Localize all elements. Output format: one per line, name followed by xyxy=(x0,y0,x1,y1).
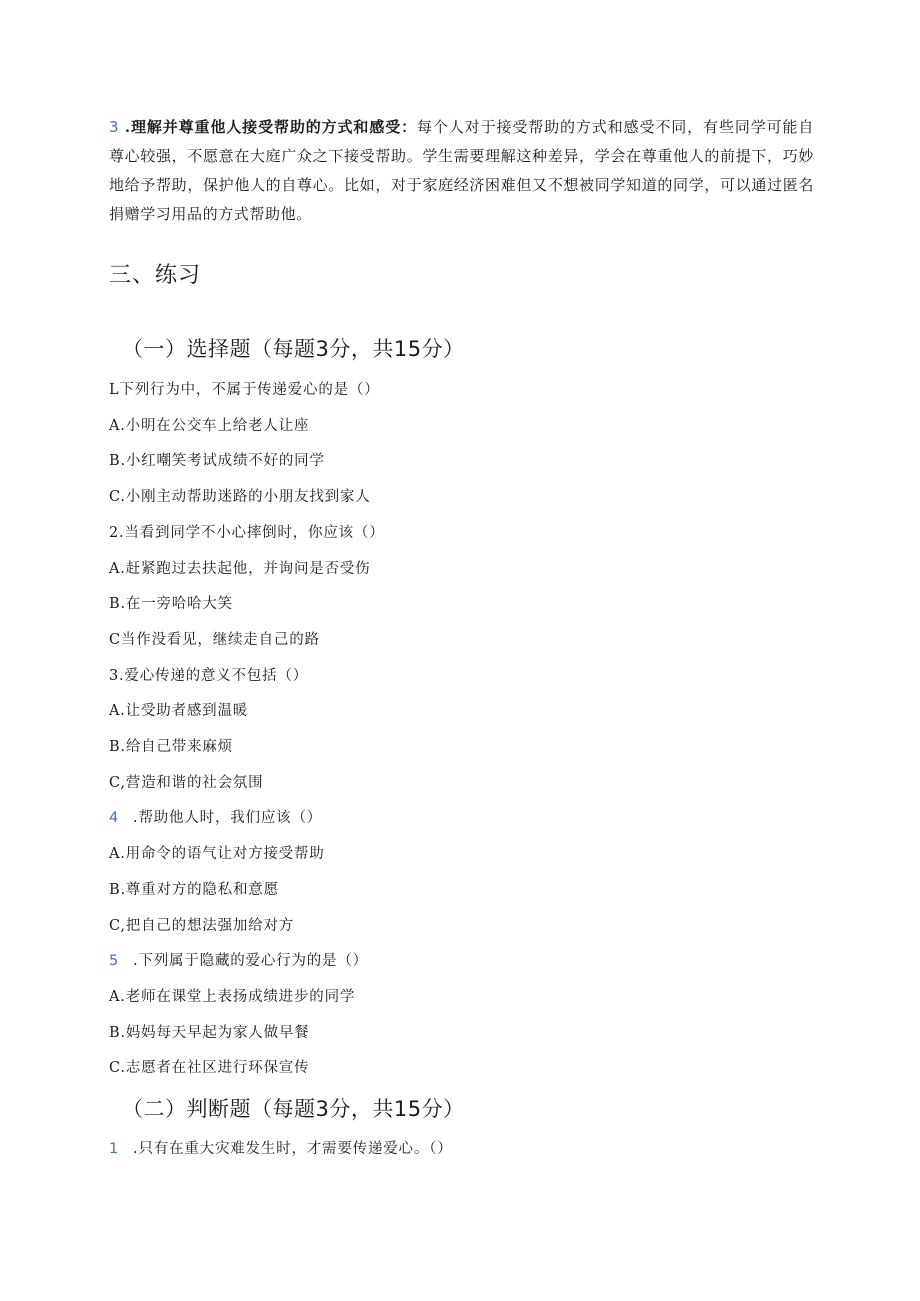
choice-line xyxy=(109,592,233,613)
choice-line xyxy=(109,485,371,506)
choice-text: C当作没看见，继续走自己的路 xyxy=(109,631,320,648)
paragraph-text: 每个人对于接受帮助的方式和感受不同，有些同学可能自尊心较强，不愿意在大庭广众之下接受帮助。学生需要理解这种差异，学会在尊重他人的前提下，巧妙地给予帮助，保护他人的自尊心。比如，对于家庭经济困难但又不想被同学知道的同学，可以通过匿名捐赠学习用品的方式帮助他。 xyxy=(109,118,814,223)
paragraph-number: 3 xyxy=(109,118,120,136)
choice-line xyxy=(109,1021,309,1042)
choice-line xyxy=(109,449,325,470)
choice-text: C,营造和谐的社会氛围 xyxy=(109,774,264,791)
choice-text: A.用命令的语气让对方接受帮助 xyxy=(109,846,325,863)
choice-line xyxy=(109,735,233,756)
choice-line xyxy=(109,985,355,1006)
judge-line xyxy=(109,1137,453,1158)
choice-text: A.赶紧跑过去扶起他，并询问是否受伤 xyxy=(109,560,371,577)
choice-line xyxy=(109,771,264,792)
choice-text: A.小明在公交车上给老人让座 xyxy=(109,417,310,434)
section-title: 三、练习 xyxy=(109,263,202,288)
paragraph-lead: .理解并尊重他人接受帮助的方式和感受： xyxy=(124,118,417,136)
judge-number: 1 xyxy=(109,1141,120,1157)
choice-line xyxy=(109,628,320,649)
choice-line xyxy=(109,521,385,542)
judge-text: .只有在重大灾难发生时，才需要传递爱心。（） xyxy=(133,1141,453,1157)
choice-text: L下列行为中，不属于传递爱心的是（） xyxy=(109,382,380,398)
choice-text: C.小刚主动帮助迷路的小朋友找到家人 xyxy=(109,489,371,506)
choice-text: 3.爱心传递的意义不包括（） xyxy=(109,667,309,684)
choice-line xyxy=(109,699,248,720)
choice-line xyxy=(109,914,294,935)
choice-line xyxy=(109,878,279,899)
choice-text: .帮助他人时，我们应该（） xyxy=(133,810,323,827)
choice-text: B.给自己带来麻烦 xyxy=(109,739,233,755)
choice-text: C.志愿者在社区进行环保宣传 xyxy=(109,1060,310,1077)
choice-line xyxy=(109,842,325,863)
choice-line xyxy=(109,664,308,685)
choice-heading: （一）选择题（每题3分，共15分） xyxy=(122,337,465,361)
judge-heading: （二）判断题（每题3分，共15分） xyxy=(122,1097,465,1121)
choice-line xyxy=(109,378,380,399)
choice-text: 2.当看到同学不小心摔倒时，你应该（） xyxy=(109,524,385,541)
choice-text: B.小红嘲笑考试成绩不好的同学 xyxy=(109,453,325,470)
choice-line xyxy=(109,806,322,827)
choice-text: .下列属于隐藏的爱心行为的是（） xyxy=(133,953,368,970)
paragraph-3 xyxy=(109,113,814,229)
choice-text: C,把自己的想法强加给对方 xyxy=(109,917,295,934)
choice-line xyxy=(109,557,370,578)
choice-text: B.在一旁哈哈大笑 xyxy=(109,596,233,613)
choice-line xyxy=(109,949,368,970)
choice-line xyxy=(109,1056,309,1077)
choice-text: A.让受助者感到温暖 xyxy=(109,703,249,720)
choice-number: 5 xyxy=(109,953,120,970)
choice-text: B.尊重对方的隐私和意愿 xyxy=(109,881,279,898)
choice-number: 4 xyxy=(109,810,120,827)
choice-text: A.老师在课堂上表扬成绩进步的同学 xyxy=(109,988,356,1005)
choice-line xyxy=(109,414,309,435)
choice-text: B.妈妈每天早起为家人做早餐 xyxy=(109,1024,310,1041)
